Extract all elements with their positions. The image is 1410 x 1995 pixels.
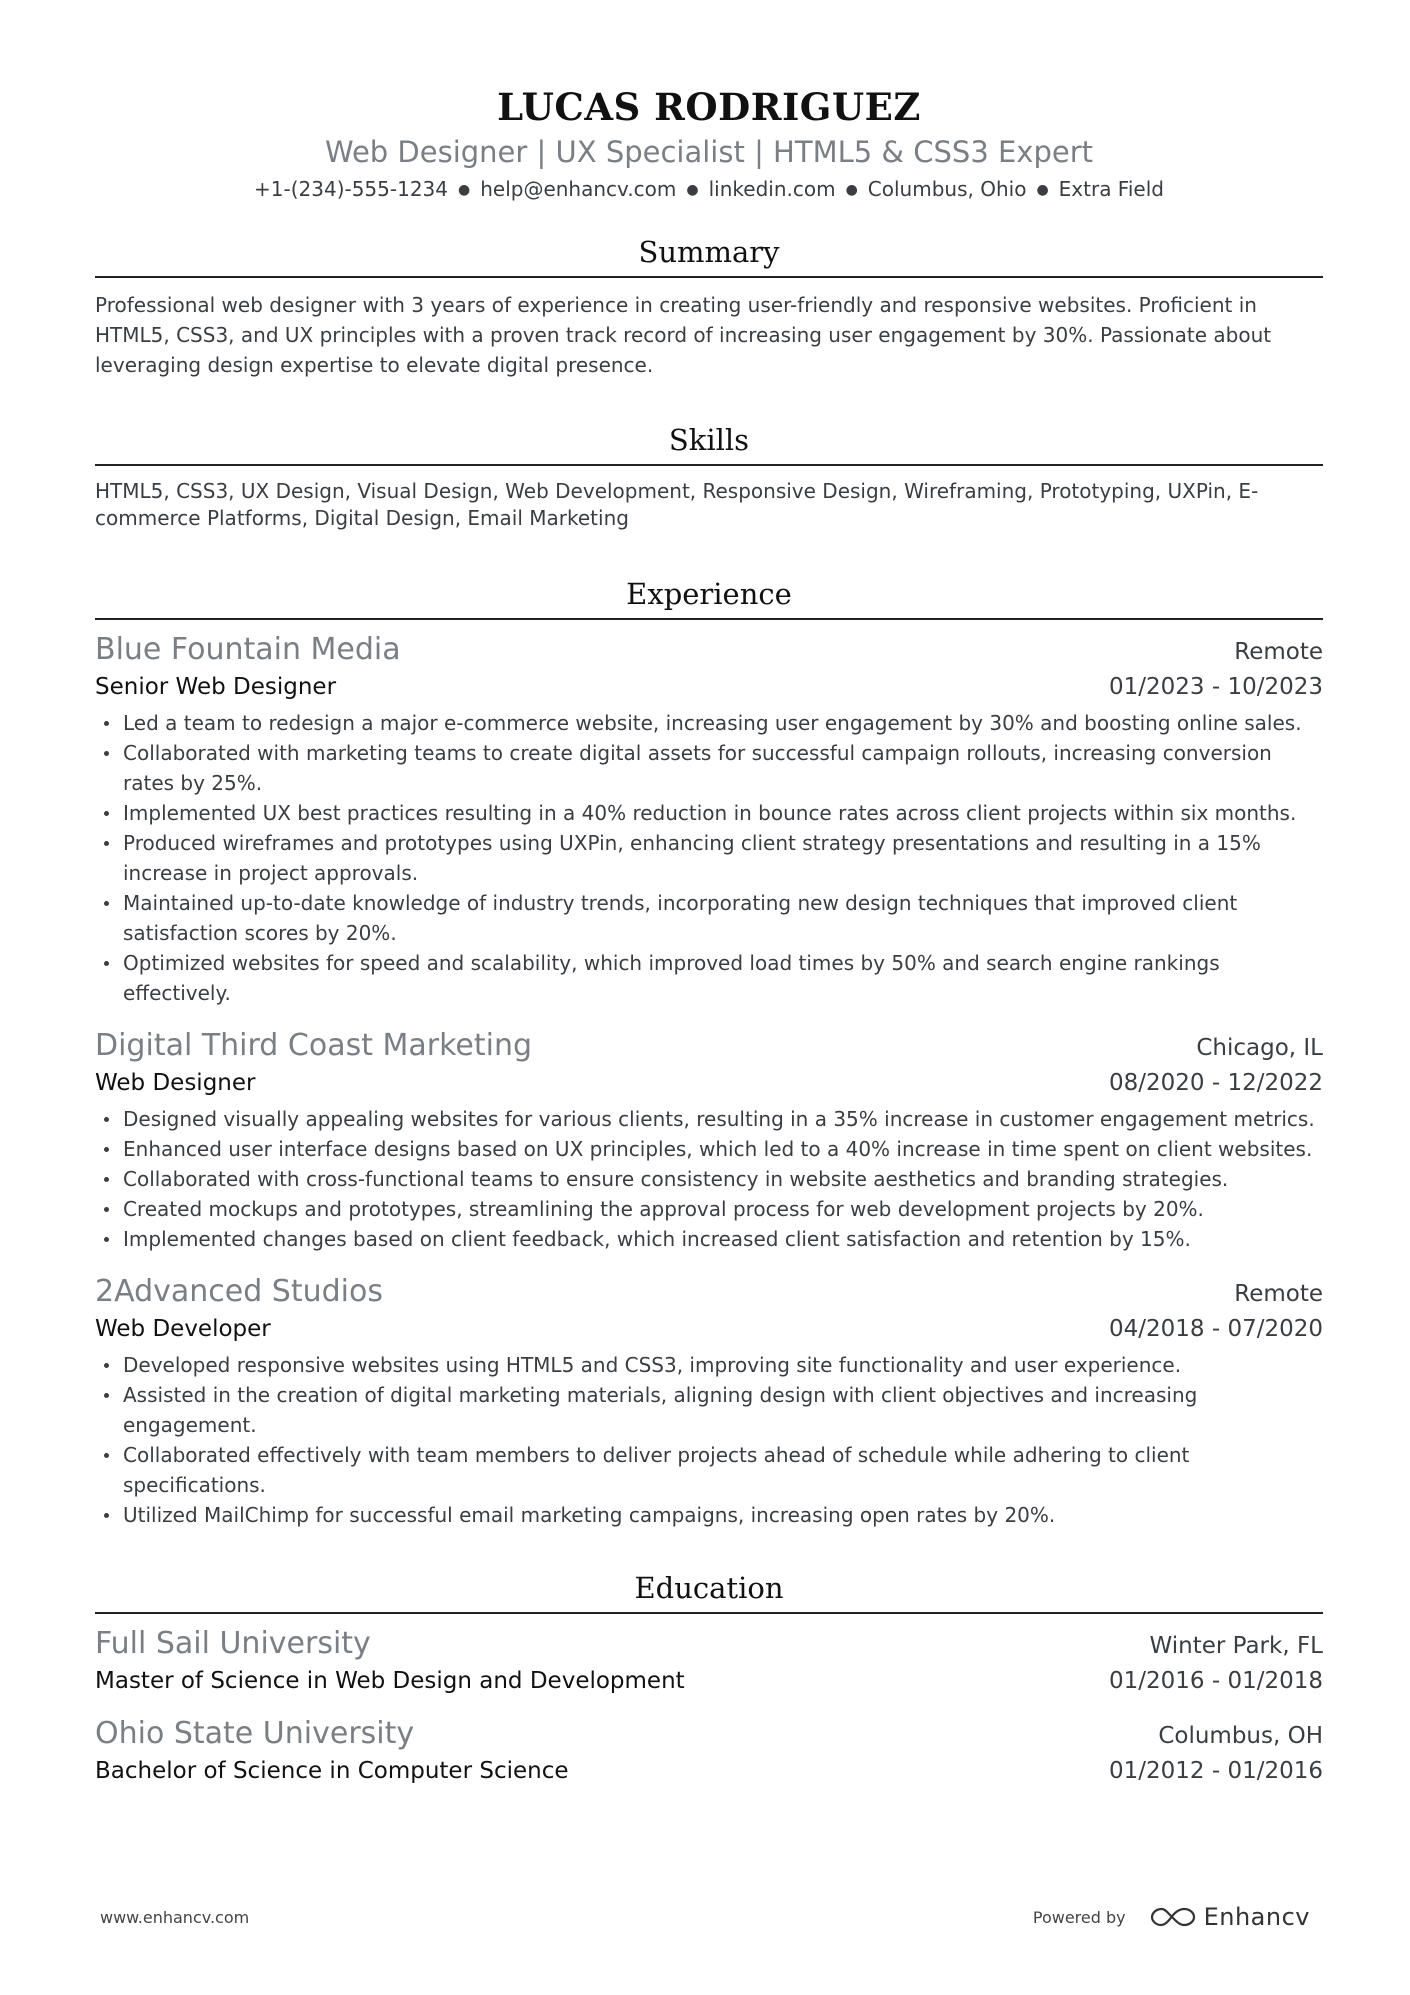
bullet-item: Assisted in the creation of digital marketing materials, aligning design with client objectives and increasing engagement. [95, 1380, 1323, 1440]
section-title-skills: Skills [95, 420, 1323, 466]
summary-section [95, 232, 1323, 380]
entry-dates: 04/2018 - 07/2020 [1108, 1316, 1323, 1342]
entry-header [95, 1714, 1323, 1754]
brand-name: Enhancv [1203, 1903, 1310, 1931]
separator-dot: ● [845, 182, 858, 198]
experience-section [95, 574, 1323, 1530]
bullet-item: Maintained up-to-date knowledge of industry trends, incorporating new design techniques that improved client satisfaction scores by 20%. [95, 888, 1323, 948]
entry-subheader [95, 1066, 1323, 1100]
entry-location: Remote [1234, 639, 1323, 665]
contact-line [95, 174, 1323, 205]
company-name: 2Advanced Studios [95, 1274, 383, 1309]
bullet-item: Created mockups and prototypes, streamlining the approval process for web development projects by 20%. [95, 1194, 1323, 1224]
contact-location: Columbus, Ohio [867, 177, 1027, 201]
bullet-item: Implemented changes based on client feedback, which increased client satisfaction and retention by 15%. [95, 1224, 1323, 1254]
job-title: Senior Web Designer [95, 674, 337, 700]
contact-linkedin[interactable]: linkedin.com [708, 177, 836, 201]
company-name: Digital Third Coast Marketing [95, 1028, 533, 1063]
enhancv-logo-icon [1150, 1906, 1196, 1928]
school-name: Ohio State University [95, 1716, 415, 1751]
entry-subheader [95, 1664, 1323, 1698]
separator-dot: ● [686, 182, 699, 198]
bullet-item: Collaborated with cross-functional teams to ensure consistency in website aesthetics and branding strategies. [95, 1164, 1323, 1194]
job-title: Web Designer [95, 1070, 256, 1096]
entry-header [95, 1026, 1323, 1066]
experience-entry [95, 630, 1323, 1008]
entry-dates: 01/2012 - 01/2016 [1108, 1758, 1323, 1784]
entry-dates: 01/2023 - 10/2023 [1108, 674, 1323, 700]
entry-subheader [95, 1754, 1323, 1788]
entry-header [95, 1624, 1323, 1664]
company-name: Blue Fountain Media [95, 632, 401, 667]
school-name: Full Sail University [95, 1626, 371, 1661]
bullet-item: Led a team to redesign a major e-commerce website, increasing user engagement by 30% and boosting online sales. [95, 708, 1323, 738]
brand-logo[interactable] [1150, 1903, 1310, 1931]
powered-by [1033, 1903, 1310, 1931]
candidate-name: LUCAS RODRIGUEZ [497, 85, 921, 129]
skills-section [95, 420, 1323, 532]
degree-name: Bachelor of Science in Computer Science [95, 1758, 569, 1784]
bullet-item: Produced wireframes and prototypes using UXPin, enhancing client strategy presentations and resulting in a 15% increase in project approvals. [95, 828, 1323, 888]
experience-entry [95, 1272, 1323, 1530]
entry-location: Winter Park, FL [1149, 1633, 1323, 1659]
entry-header [95, 1272, 1323, 1312]
entry-location: Columbus, OH [1158, 1723, 1323, 1749]
entry-subheader [95, 670, 1323, 704]
education-entry [95, 1714, 1323, 1788]
entry-header [95, 630, 1323, 670]
experience-entry [95, 1026, 1323, 1254]
separator-dot: ● [1036, 182, 1049, 198]
resume-page [95, 82, 1323, 1788]
candidate-tagline: Web Designer | UX Specialist | HTML5 & CSS3 Expert [324, 135, 1094, 169]
bullet-item: Enhanced user interface designs based on UX principles, which led to a 40% increase in time spent on client websites. [95, 1134, 1323, 1164]
section-title-summary: Summary [95, 232, 1323, 278]
skills-text: HTML5, CSS3, UX Design, Visual Design, Web Development, Responsive Design, Wireframing, Prototyping, UXPin, E-commerce Platforms, Digital Design, Email Marketing [95, 479, 1259, 530]
bullet-item: Designed visually appealing websites for various clients, resulting in a 35% increase in customer engagement metrics. [95, 1104, 1323, 1134]
bullet-item: Developed responsive websites using HTML5 and CSS3, improving site functionality and user experience. [95, 1350, 1323, 1380]
contact-extra: Extra Field [1058, 177, 1164, 201]
entry-location: Chicago, IL [1196, 1035, 1323, 1061]
section-title-experience: Experience [95, 574, 1323, 620]
page-footer [100, 1903, 1310, 1931]
degree-name: Master of Science in Web Design and Development [95, 1668, 685, 1694]
bullet-item: Optimized websites for speed and scalability, which improved load times by 50% and search engine rankings effectively. [95, 948, 1323, 1008]
contact-phone: +1-(234)-555-1234 [254, 177, 448, 201]
education-section [95, 1568, 1323, 1788]
separator-dot: ● [458, 182, 471, 198]
contact-email[interactable]: help@enhancv.com [480, 177, 677, 201]
entry-dates: 01/2016 - 01/2018 [1108, 1668, 1323, 1694]
entry-dates: 08/2020 - 12/2022 [1108, 1070, 1323, 1096]
bullet-item: Implemented UX best practices resulting in a 40% reduction in bounce rates across client projects within six months. [95, 798, 1323, 828]
job-title: Web Developer [95, 1316, 271, 1342]
powered-by-label: Powered by [1032, 1907, 1126, 1927]
bullet-item: Collaborated effectively with team members to deliver projects ahead of schedule while adhering to client specifications. [95, 1440, 1323, 1500]
bullet-item: Utilized MailChimp for successful email marketing campaigns, increasing open rates by 20%. [95, 1500, 1323, 1530]
education-entry [95, 1624, 1323, 1698]
footer-website-link[interactable]: www.enhancv.com [100, 1907, 250, 1927]
entry-location: Remote [1234, 1281, 1323, 1307]
bullet-item: Collaborated with marketing teams to create digital assets for successful campaign rollouts, increasing conversion rates by 25%. [95, 738, 1323, 798]
bullet-list [95, 708, 1323, 1008]
summary-text: Professional web designer with 3 years of experience in creating user-friendly and responsive websites. Proficient in HTML5, CSS3, and UX principles with a proven track record of increasing user engagement by 30%. Passionate about leveraging design expertise to elevate digital presence. [95, 293, 1272, 377]
entry-subheader [95, 1312, 1323, 1346]
bullet-list [95, 1104, 1323, 1254]
bullet-list [95, 1350, 1323, 1530]
section-title-education: Education [95, 1568, 1323, 1614]
